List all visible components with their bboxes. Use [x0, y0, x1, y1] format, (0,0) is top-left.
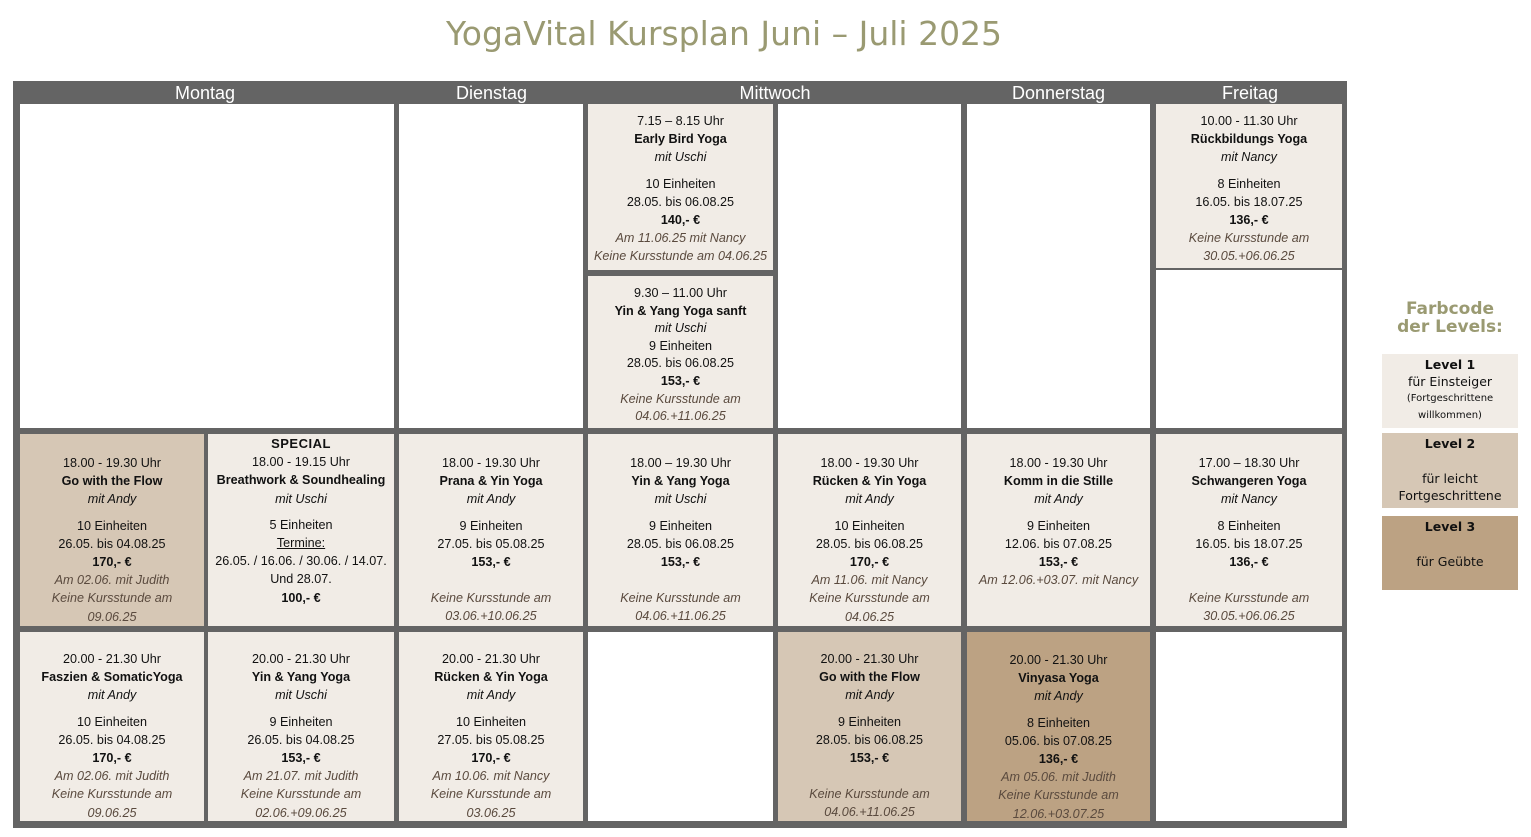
level-desc: Fortgeschrittene	[1398, 488, 1502, 503]
course-dates: 05.06. bis 07.08.25	[1004, 733, 1113, 748]
course-teacher: mit Uschi	[654, 150, 707, 165]
course-dates: 26.05. bis 04.08.25	[58, 732, 166, 747]
course-teacher: mit Andy	[1034, 492, 1083, 507]
course-price: 100,- €	[281, 590, 321, 605]
course-time: 10.00 - 11.30 Uhr	[1200, 114, 1298, 128]
course-card	[1156, 434, 1342, 626]
empty-slot	[20, 104, 394, 428]
course-teacher: mit Andy	[845, 688, 894, 703]
course-name: Rückbildungs Yoga	[1190, 132, 1308, 147]
course-units: 9 Einheiten	[459, 518, 523, 533]
course-units: 9 Einheiten	[837, 714, 902, 729]
course-card	[778, 434, 961, 626]
day-header-freitag: Freitag	[1221, 83, 1279, 103]
course-note: Am 05.06. mit Judith	[1001, 770, 1116, 785]
course-units: 9 Einheiten	[648, 518, 713, 533]
course-units: 8 Einheiten	[1217, 518, 1281, 533]
legend-title: Farbcode der Levels:	[1397, 299, 1503, 337]
course-units: 9 Einheiten	[1026, 518, 1091, 533]
course-note: 04.06.+11.06.25	[824, 805, 915, 820]
course-name: Yin & Yang Yoga sanft	[614, 303, 747, 318]
course-units: 9 Einheiten	[269, 714, 333, 729]
course-teacher: mit Uschi	[654, 321, 707, 336]
course-dates: 28.05. bis 06.08.25	[815, 536, 924, 551]
course-time: 20.00 - 21.30 Uhr	[251, 652, 350, 666]
course-units: 10 Einheiten	[76, 714, 148, 729]
course-time: 20.00 - 21.30 Uhr	[62, 652, 161, 666]
course-note: Keine Kursstunde am	[809, 591, 930, 606]
course-note: Am 11.06. mit Nancy	[811, 573, 928, 588]
level-desc: für leicht	[1422, 471, 1478, 486]
course-time: 18.00 - 19.15 Uhr	[251, 455, 350, 470]
course-note: Am 02.06. mit Judith	[54, 769, 170, 784]
course-note: Am 02.06. mit Judith	[54, 573, 170, 588]
course-price: 136,- €	[1229, 213, 1269, 228]
course-card	[588, 104, 773, 270]
course-name: Prana & Yin Yoga	[439, 474, 543, 489]
course-name: Go with the Flow	[61, 474, 163, 489]
course-note: 02.06.+09.06.25	[255, 805, 347, 820]
termine-dates: 26.05. / 16.06. / 30.06. / 14.07.	[215, 554, 387, 569]
course-teacher: mit Andy	[466, 492, 516, 507]
course-note: Am 10.06. mit Nancy	[432, 769, 550, 784]
level-label: Level 2	[1424, 436, 1476, 451]
course-time: 17.00 – 18.30 Uhr	[1198, 456, 1300, 470]
course-card	[20, 434, 204, 626]
course-note: 04.06.+11.06.25	[635, 609, 726, 624]
course-note: Keine Kursstunde am	[1188, 591, 1310, 606]
level-desc: für Einsteiger	[1407, 374, 1493, 389]
course-units: 8 Einheiten	[1026, 715, 1091, 730]
course-time: 18.00 - 19.30 Uhr	[820, 456, 919, 470]
course-note: Am 21.07. mit Judith	[243, 769, 359, 784]
course-note: Keine Kursstunde am	[1188, 231, 1310, 246]
course-card	[399, 434, 583, 626]
course-name: Faszien & SomaticYoga	[41, 670, 183, 685]
course-teacher: mit Andy	[845, 492, 894, 507]
course-card	[967, 434, 1150, 626]
page-title: YogaVital Kursplan Juni – Juli 2025	[446, 14, 1003, 53]
course-teacher: mit Andy	[87, 492, 137, 507]
course-note: 03.06.+10.06.25	[445, 609, 537, 624]
course-units: 10 Einheiten	[455, 714, 527, 729]
course-note: 12.06.+03.07.25	[1012, 806, 1105, 821]
course-card	[778, 632, 961, 821]
course-name: Komm in die Stille	[1003, 474, 1114, 489]
empty-slot	[1156, 632, 1342, 821]
course-note: Am 11.06.25 mit Nancy	[615, 231, 746, 246]
course-note: Keine Kursstunde am	[430, 787, 552, 802]
course-price: 136,- €	[1038, 752, 1079, 767]
course-teacher: mit Andy	[1034, 689, 1083, 704]
termine-label: Termine:	[276, 536, 326, 551]
course-units: 8 Einheiten	[1217, 176, 1281, 191]
course-time: 20.00 - 21.30 Uhr	[1009, 653, 1108, 667]
course-dates: 16.05. bis 18.07.25	[1195, 194, 1303, 209]
course-teacher: mit Nancy	[1221, 492, 1277, 507]
course-card	[20, 632, 204, 821]
legend-level-3	[1382, 516, 1518, 590]
course-teacher: mit Andy	[466, 688, 516, 703]
course-dates: 28.05. bis 06.08.25	[626, 194, 735, 209]
course-price: 140,- €	[660, 213, 701, 228]
course-note: Keine Kursstunde am	[998, 788, 1119, 803]
course-price: 153,- €	[660, 555, 701, 570]
course-price: 170,- €	[92, 751, 132, 766]
course-time: 20.00 - 21.30 Uhr	[820, 652, 919, 666]
course-teacher: mit Uschi	[275, 688, 327, 703]
course-name: Early Bird Yoga	[634, 132, 727, 147]
course-dates: 27.05. bis 05.08.25	[437, 536, 545, 551]
course-units: 9 Einheiten	[648, 338, 713, 353]
level-desc: für Geübte	[1416, 554, 1484, 569]
course-note: 09.06.25	[87, 609, 137, 624]
course-note: 03.06.25	[466, 805, 516, 820]
course-price: 153,- €	[1038, 555, 1079, 570]
course-time: 20.00 - 21.30 Uhr	[441, 652, 540, 666]
day-header-dienstag: Dienstag	[455, 83, 528, 103]
course-teacher: mit Andy	[87, 688, 137, 703]
course-price: 153,- €	[281, 751, 321, 766]
course-price: 153,- €	[471, 555, 511, 570]
course-note: 09.06.25	[87, 805, 137, 820]
course-note: 04.06.+11.06.25	[635, 409, 726, 424]
course-time: 7.15 – 8.15 Uhr	[637, 114, 724, 128]
course-price: 153,- €	[660, 373, 701, 388]
course-name: Breathwork & Soundhealing	[216, 473, 386, 488]
course-dates: 26.05. bis 04.08.25	[58, 536, 166, 551]
course-time: 9.30 – 11.00 Uhr	[634, 286, 727, 300]
course-price: 136,- €	[1229, 555, 1269, 570]
day-header-mittwoch: Mittwoch	[739, 83, 811, 103]
course-name: Yin & Yang Yoga	[631, 474, 730, 489]
legend-level-1: Level 1 für Einsteiger (Fortgeschrittene willkommen)	[1382, 354, 1518, 428]
course-teacher: mit Nancy	[1221, 150, 1277, 165]
course-time: 18.00 - 19.30 Uhr	[1009, 456, 1108, 470]
termine-dates: Und 28.07.	[270, 572, 332, 587]
course-note: 30.05.+06.06.25	[1203, 249, 1295, 264]
course-name: Schwangeren Yoga	[1191, 474, 1307, 489]
course-time: 18.00 – 19.30 Uhr	[630, 456, 731, 470]
course-note: Keine Kursstunde am	[620, 391, 741, 406]
course-dates: 28.05. bis 06.08.25	[626, 536, 735, 551]
course-note: Keine Kursstunde am	[51, 787, 173, 802]
course-note: Keine Kursstunde am	[809, 787, 930, 802]
day-header-montag: Montag	[174, 83, 236, 103]
course-dates: 27.05. bis 05.08.25	[437, 732, 545, 747]
course-teacher: mit Uschi	[654, 492, 707, 507]
course-card	[588, 434, 773, 626]
course-note: Keine Kursstunde am	[240, 787, 362, 802]
course-dates: 28.05. bis 06.08.25	[815, 732, 924, 747]
course-card	[588, 276, 773, 428]
course-card	[208, 632, 394, 821]
course-price: 170,- €	[471, 751, 511, 766]
course-card	[967, 632, 1150, 821]
course-note: 04.06.25	[844, 609, 895, 624]
course-note: 30.05.+06.06.25	[1203, 609, 1295, 624]
special-label: SPECIAL	[271, 436, 331, 451]
course-price: 170,- €	[849, 555, 890, 570]
day-header-donnerstag: Donnerstag	[1011, 83, 1106, 103]
course-units: 10 Einheiten	[834, 518, 905, 533]
course-dates: 12.06. bis 07.08.25	[1004, 536, 1113, 551]
empty-slot	[1156, 270, 1342, 428]
empty-slot	[778, 104, 961, 428]
course-price: 170,- €	[92, 555, 132, 570]
legend-level-2	[1382, 433, 1518, 508]
course-time: 18.00 - 19.30 Uhr	[441, 456, 540, 470]
course-dates: 28.05. bis 06.08.25	[626, 356, 735, 371]
course-name: Vinyasa Yoga	[1018, 671, 1099, 686]
empty-slot	[399, 104, 583, 428]
empty-slot	[588, 632, 773, 821]
course-note: Keine Kursstunde am	[620, 591, 741, 606]
course-dates: 26.05. bis 04.08.25	[247, 732, 355, 747]
course-name: Rücken & Yin Yoga	[434, 670, 548, 685]
course-units: 10 Einheiten	[76, 518, 148, 533]
course-name: Rücken & Yin Yoga	[812, 474, 927, 489]
level-label: Level 1	[1424, 357, 1476, 372]
course-units: 5 Einheiten	[269, 517, 333, 532]
course-units: 10 Einheiten	[645, 176, 716, 191]
course-price: 153,- €	[849, 751, 890, 766]
course-note: Keine Kursstunde am 04.06.25	[594, 249, 767, 264]
course-note: Keine Kursstunde am	[51, 591, 173, 606]
course-note: Am 12.06.+03.07. mit Nancy	[978, 573, 1139, 588]
empty-slot	[967, 104, 1150, 428]
course-card	[399, 632, 583, 821]
course-card	[1156, 104, 1342, 268]
course-teacher: mit Uschi	[275, 491, 327, 506]
course-note: Keine Kursstunde am	[430, 591, 552, 606]
course-name: Yin & Yang Yoga	[251, 670, 351, 685]
level-label: Level 3	[1424, 519, 1476, 534]
course-time: 18.00 - 19.30 Uhr	[62, 456, 161, 470]
course-name: Go with the Flow	[819, 670, 920, 685]
course-dates: 16.05. bis 18.07.25	[1195, 536, 1303, 551]
course-card	[208, 434, 394, 626]
